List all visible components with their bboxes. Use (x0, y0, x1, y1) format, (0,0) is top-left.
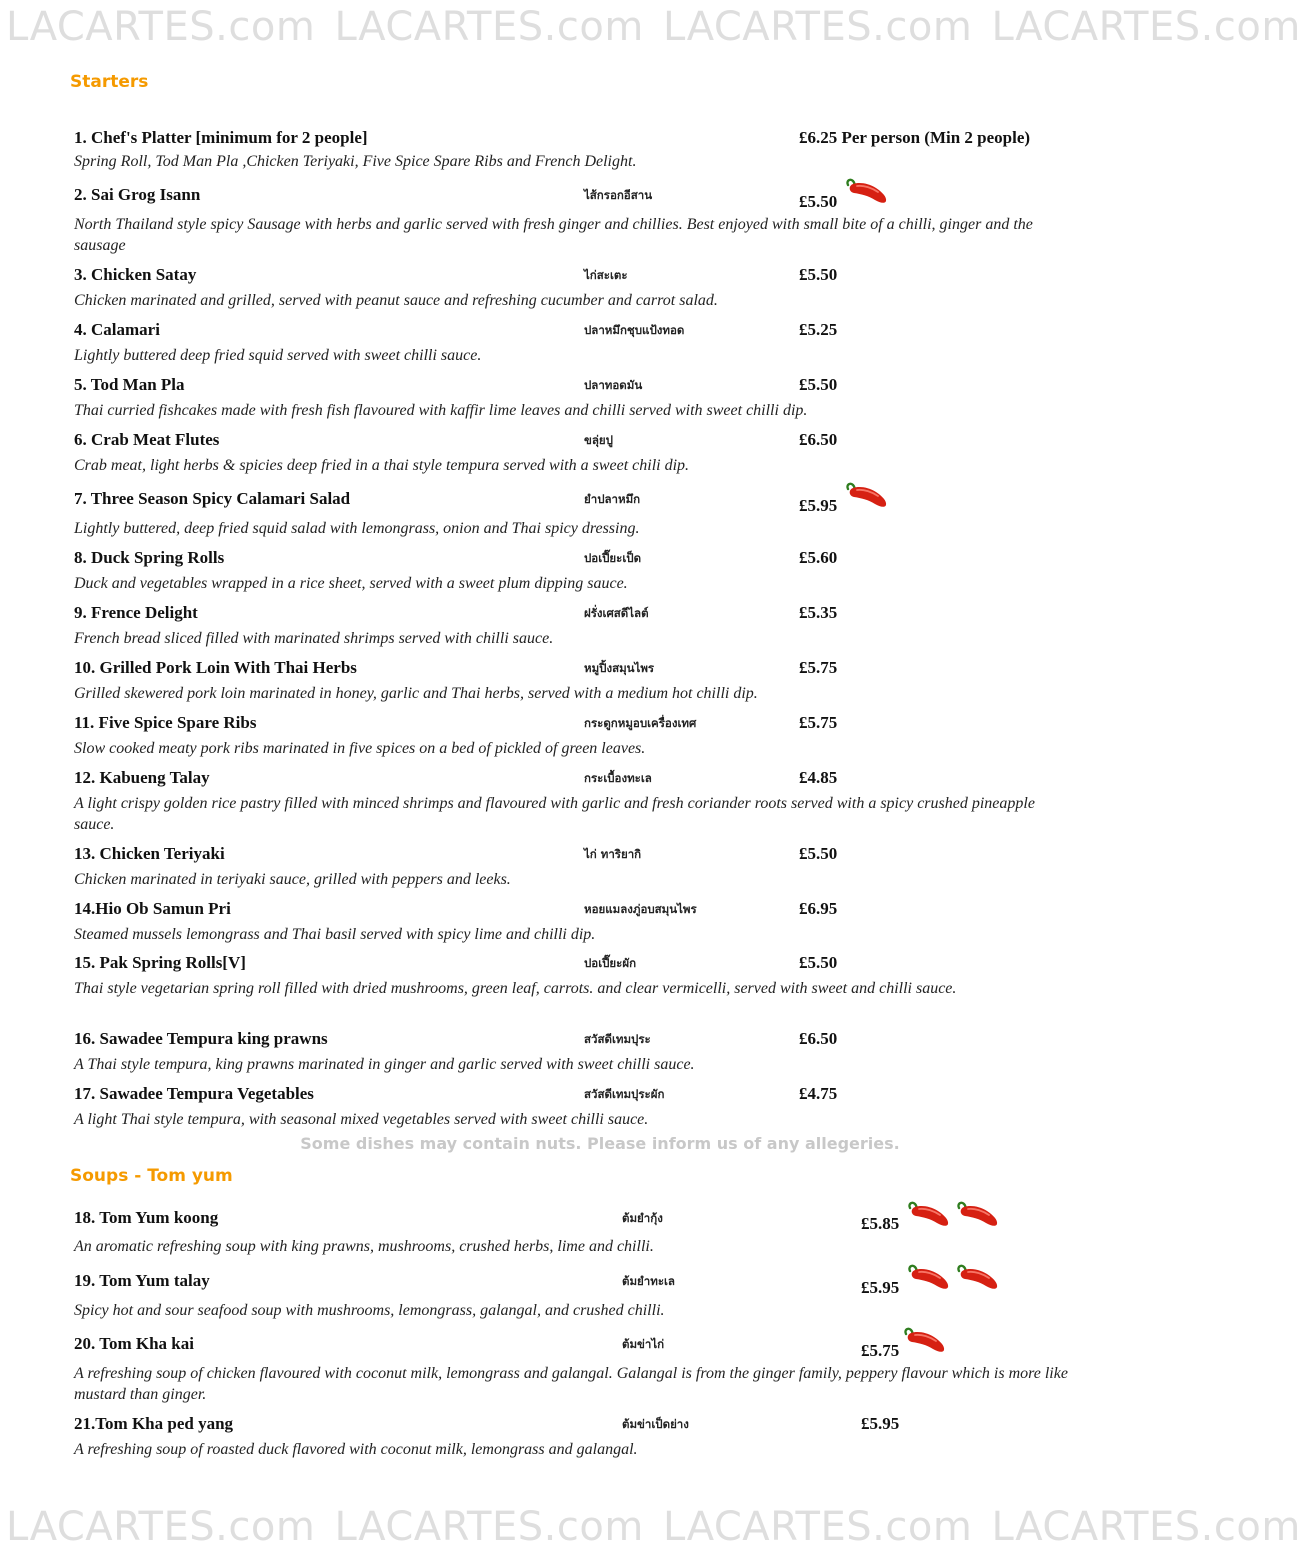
watermark-text: LACARTES.com (334, 4, 644, 50)
item-name: 7. Three Season Spicy Calamari Salad (74, 489, 351, 508)
chilli-rating (900, 1326, 949, 1356)
item-name: 10. Grilled Pork Loin With Thai Herbs (74, 658, 357, 677)
item-thai-name: ปอเปี๊ยะเป็ด (584, 551, 642, 565)
item-name: 15. Pak Spring Rolls[V] (74, 953, 246, 972)
item-thai-name: ไก่สะเตะ (584, 268, 628, 282)
item-name: 17. Sawadee Tempura Vegetables (74, 1084, 314, 1103)
chilli-icon (904, 1263, 950, 1293)
item-thai-name: ขลุ่ยปู (584, 433, 613, 447)
chilli-icon (953, 1263, 999, 1293)
item-price: £4.75 (799, 1084, 838, 1103)
item-description: Chicken marinated and grilled, served with peanut sauce and refreshing cucumber and carrot salad. (74, 292, 718, 309)
watermark-text: LACARTES.com (6, 4, 316, 50)
watermark-text: LACARTES.com (663, 1504, 973, 1550)
chilli-rating (842, 177, 891, 207)
item-price: £5.50 (799, 265, 838, 284)
item-name: 3. Chicken Satay (74, 265, 197, 284)
item-thai-name: ต้มยำกุ้ง (622, 1211, 663, 1225)
section-title-starters: Starters (70, 72, 149, 92)
item-description: A light Thai style tempura, with seasonal mixed vegetables served with sweet chilli sauce. (74, 1111, 649, 1128)
item-price: £5.25 (799, 320, 838, 339)
item-thai-name: ต้มข่าไก่ (622, 1337, 665, 1351)
watermark-text: LACARTES.com (663, 4, 973, 50)
watermark-text: LACARTES.com (6, 1504, 316, 1550)
item-thai-name: หอยแมลงภู่อบสมุนไพร (584, 902, 697, 916)
item-name: 12. Kabueng Talay (74, 768, 210, 787)
item-name: 19. Tom Yum talay (74, 1271, 210, 1290)
item-price: £4.85 (799, 768, 838, 787)
item-name: 5. Tod Man Pla (74, 375, 185, 394)
item-thai-name: ต้มยำทะเล (622, 1274, 675, 1288)
item-name: 14.Hio Ob Samun Pri (74, 899, 231, 918)
item-price: £5.75 (799, 658, 838, 677)
watermark-text: LACARTES.com (334, 1504, 644, 1550)
item-name: 21.Tom Kha ped yang (74, 1414, 234, 1433)
item-price: £6.25 Per person (Min 2 people) (799, 128, 1031, 147)
item-name: 4. Calamari (74, 320, 160, 339)
section-title-soups: Soups - Tom yum (70, 1166, 233, 1186)
item-price: £5.50 (799, 375, 838, 394)
item-thai-name: ไก่ ทาริยากิ (584, 847, 642, 861)
item-description: Lightly buttered deep fried squid served with sweet chilli sauce. (74, 347, 482, 364)
item-description: Thai style vegetarian spring roll filled with dried mushrooms, green leaf, carrots. and clear vermicelli, served with sweet and chilli sauce. (74, 980, 957, 997)
allergy-notice: Some dishes may contain nuts. Please inform us of any allegeries. (300, 1134, 900, 1153)
item-price: £5.35 (799, 603, 838, 622)
item-thai-name: ต้มข่าเป็ดย่าง (622, 1417, 689, 1431)
item-description: A refreshing soup of chicken flavoured with coconut milk, lemongrass and galangal. Galangal is from the ginger family, peppery flavour which is more like mustard than ginger. (74, 1365, 1068, 1403)
item-description: Spring Roll, Tod Man Pla ,Chicken Teriyaki, Five Spice Spare Ribs and French Delight. (74, 153, 637, 170)
item-price: £5.95 (799, 496, 838, 515)
item-name: 13. Chicken Teriyaki (74, 844, 225, 863)
item-thai-name: สวัสดีเทมปุระผัก (584, 1087, 665, 1101)
item-description: Thai curried fishcakes made with fresh fish flavoured with kaffir lime leaves and chilli served with sweet chilli dip. (74, 402, 808, 419)
item-thai-name: ปอเปี๊ยะผัก (584, 956, 637, 970)
item-price: £5.95 (861, 1278, 900, 1297)
item-thai-name: กระดูกหมูอบเครื่องเทศ (584, 716, 697, 730)
chilli-rating (904, 1200, 1002, 1230)
chilli-icon (842, 481, 888, 511)
item-thai-name: หมูปิ้งสมุนไพร (584, 661, 655, 675)
chilli-rating (842, 481, 891, 511)
item-description: A Thai style tempura, king prawns marinated in ginger and garlic served with sweet chilli sauce. (74, 1056, 695, 1073)
item-price: £6.95 (799, 899, 838, 918)
item-description: Crab meat, light herbs & spicies deep fried in a thai style tempura served with a sweet chili dip. (74, 457, 690, 474)
item-description: French bread sliced filled with marinated shrimps served with chilli sauce. (74, 630, 554, 647)
chilli-rating (904, 1263, 1002, 1293)
item-thai-name: ปลาทอดมัน (584, 378, 643, 392)
watermark-text: LACARTES.com (991, 4, 1301, 50)
item-name: 16. Sawadee Tempura king prawns (74, 1029, 328, 1048)
item-price: £5.75 (861, 1341, 900, 1360)
item-thai-name: ยำปลาหมึก (584, 492, 641, 506)
item-thai-name: ฝรั่งเศสดีไลต์ (584, 606, 649, 620)
item-name: 20. Tom Kha kai (74, 1334, 194, 1353)
item-description: North Thailand style spicy Sausage with herbs and garlic served with fresh ginger and chillies. Best enjoyed with small bite of a chilli, ginger and the sausage (74, 216, 1033, 254)
item-thai-name: กระเบื้องทะเล (584, 771, 652, 785)
item-description: Steamed mussels lemongrass and Thai basil served with spicy lime and chilli dip. (74, 926, 596, 943)
item-description: Chicken marinated in teriyaki sauce, grilled with peppers and leeks. (74, 871, 511, 888)
watermark-bottom (0, 1500, 1301, 1554)
watermark-top (0, 0, 1301, 54)
item-name: 6. Crab Meat Flutes (74, 430, 220, 449)
item-price: £6.50 (799, 430, 838, 449)
item-description: Spicy hot and sour seafood soup with mushrooms, lemongrass, galangal, and crushed chilli. (74, 1302, 665, 1319)
item-price: £5.50 (799, 844, 838, 863)
item-name: 9. Frence Delight (74, 603, 198, 622)
item-description: An aromatic refreshing soup with king prawns, mushrooms, crushed herbs, lime and chilli. (74, 1238, 654, 1255)
item-description: Slow cooked meaty pork ribs marinated in five spices on a bed of pickled of green leaves. (74, 740, 646, 757)
item-name: 11. Five Spice Spare Ribs (74, 713, 257, 732)
chilli-icon (842, 177, 888, 207)
item-description: Duck and vegetables wrapped in a rice sheet, served with a sweet plum dipping sauce. (74, 575, 628, 592)
chilli-icon (904, 1200, 950, 1230)
item-thai-name: ปลาหมึกชุบแป้งทอด (584, 323, 685, 337)
item-price: £5.95 (861, 1414, 900, 1433)
item-name: 1. Chef's Platter [minimum for 2 people] (74, 128, 368, 147)
item-price: £5.85 (861, 1214, 900, 1233)
item-name: 18. Tom Yum koong (74, 1208, 219, 1227)
item-price: £5.50 (799, 192, 838, 211)
item-thai-name: ไส้กรอกอีสาน (584, 188, 653, 202)
item-thai-name: สวัสดีเทมปุระ (584, 1032, 651, 1046)
watermark-text: LACARTES.com (991, 1504, 1301, 1550)
item-price: £6.50 (799, 1029, 838, 1048)
item-name: 8. Duck Spring Rolls (74, 548, 225, 567)
item-price: £5.50 (799, 953, 838, 972)
item-price: £5.60 (799, 548, 838, 567)
item-description: Lightly buttered, deep fried squid salad with lemongrass, onion and Thai spicy dressing. (74, 520, 640, 537)
chilli-icon (900, 1326, 946, 1356)
item-description: A light crispy golden rice pastry filled with minced shrimps and flavoured with garlic and fresh coriander roots served with a spicy crushed pineapple sauce. (74, 795, 1035, 833)
chilli-icon (953, 1200, 999, 1230)
item-description: Grilled skewered pork loin marinated in honey, garlic and Thai herbs, served with a medium hot chilli dip. (74, 685, 758, 702)
item-price: £5.75 (799, 713, 838, 732)
item-description: A refreshing soup of roasted duck flavored with coconut milk, lemongrass and galangal. (74, 1441, 638, 1458)
item-name: 2. Sai Grog Isann (74, 185, 201, 204)
